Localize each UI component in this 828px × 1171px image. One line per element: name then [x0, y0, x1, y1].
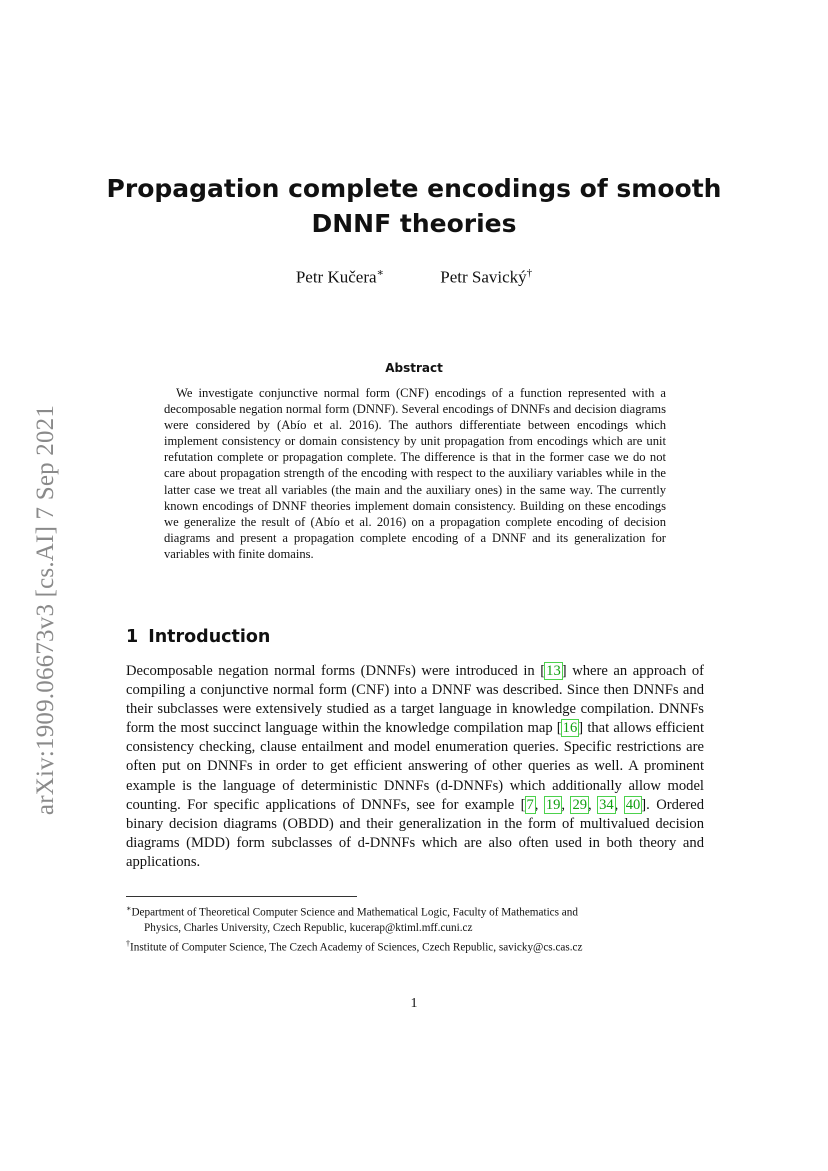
citation-link[interactable]: 7 [526, 796, 534, 813]
section-heading [126, 627, 270, 647]
footnote-1-line-1: Department of Theoretical Computer Science and Mathematical Logic, Faculty of Mathematics and [131, 906, 578, 919]
intro-text-3: that allows efficient consistency checking, clause entailment and model enumeration queries. Specific restrictions are often put on DNNFs in order to get efficient answering of other queries as well. A prominent example is the language of deterministic DNNFs (d-DNNFs) which additionally allow model counting. For specific applications of DNNFs, see for example [ [126, 720, 704, 813]
arxiv-sidebar [26, 380, 66, 840]
page-number: 1 [410, 996, 418, 1011]
footnote-2 [126, 936, 706, 956]
section-number: 1 [126, 627, 139, 647]
author-2-name: Petr Savický [440, 267, 527, 287]
title-line-2: DNNF theories [311, 209, 517, 238]
author-1-mark: ∗ [376, 267, 385, 279]
citation-link[interactable]: 13 [546, 663, 561, 679]
author-1 [296, 262, 384, 289]
citation-link[interactable]: 16 [562, 720, 578, 737]
paper-title [100, 171, 728, 241]
footnote-2-line-1: Institute of Computer Science, The Czech Academy of Sciences, Czech Republic, savicky@cs.cas.cz [130, 941, 583, 954]
citation-link[interactable]: 34 [599, 796, 614, 813]
footnote-1 [126, 901, 706, 936]
footnote-1-mark: ∗ [126, 904, 132, 913]
footnote-2-mark: † [126, 938, 130, 948]
author-2-mark: † [526, 267, 533, 279]
arxiv-id: arXiv:1909.06673v3 [cs.AI] 7 Sep 2021 [32, 404, 59, 816]
citation-link[interactable]: 19 [545, 796, 561, 813]
abstract-heading: Abstract [385, 361, 443, 375]
citation-link[interactable]: 29 [572, 796, 588, 813]
intro-text-1: Decomposable negation normal forms (DNNFs) were introduced in [126, 663, 541, 679]
intro-text-4: ]. Ordered binary decision diagrams (OBDD) and their generalization in the form of multivalued decision diagrams (MDD) form subclasses of d-DNNFs which are also often used in both theory and applications. [126, 796, 704, 870]
intro-paragraph: Decomposable negation normal forms (DNNFs) were introduced in [13] where an approach of compiling a conjunctive normal form (CNF) into a DNNF was described. Since then DNNFs and their subclasses were extensively studied as a target language in knowledge compilation. DNNFs form the most succinct language within the knowledge compilation map [16] that allows efficient consistency checking, clause entailment and model enumeration queries. Specific restrictions are often put on DNNFs in order to get efficient answering of other queries as well. A prominent example is the language of deterministic DNNFs (d-DNNFs) which additionally allow model counting. For specific applications of DNNFs, see for example [7, 19, 29, 34, 40]. Ordered binary decision diagrams (OBDD) and their generalization in the form of multivalued decision diagrams (MDD) form subclasses of d-DNNFs which are also often used in both theory and applications. [126, 663, 704, 870]
footnote-1-line-2: Physics, Charles University, Czech Republic, kucerap@ktiml.mff.cuni.cz [144, 921, 473, 934]
footnotes [126, 901, 706, 955]
author-1-name: Petr Kučera [295, 267, 377, 287]
section-title: Introduction [148, 627, 271, 647]
intro-text-2: where an approach of compiling a conjunctive normal form (CNF) into a DNNF was described. Since then DNNFs and their subclasses were extensively studied as a target language in knowledge compilation. DNNFs form the most succinct language within the knowledge compilation map [126, 663, 704, 737]
abstract-text: We investigate conjunctive normal form (CNF) encodings of a function represented with a decomposable negation normal form (DNNF). Several encodings of DNNFs and decision diagrams were considered by (Abío et al. 2016). The authors differentiate between encodings which implement consistency or domain consistency by unit propagation from encodings which are unit refutation complete or propagation complete. The difference is that in the former case we do not care about propagation strength of the encoding with respect to the auxiliary variables while in the latter case we treat all variables (the main and the auxiliary ones) in the same way. The currently known encodings of DNNF theories implement domain consistency. Building on these encodings we generalize the result of (Abío et al. 2016) on a propagation complete encoding of decision diagrams and present a propagation complete encoding of a DNNF and its generalization for variables with finite domains. [164, 386, 666, 561]
author-list [100, 262, 728, 289]
citation-link[interactable]: 40 [625, 796, 641, 813]
title-line-1: Propagation complete encodings of smooth [106, 174, 722, 203]
footnote-rule [126, 896, 357, 897]
author-2 [440, 262, 532, 289]
